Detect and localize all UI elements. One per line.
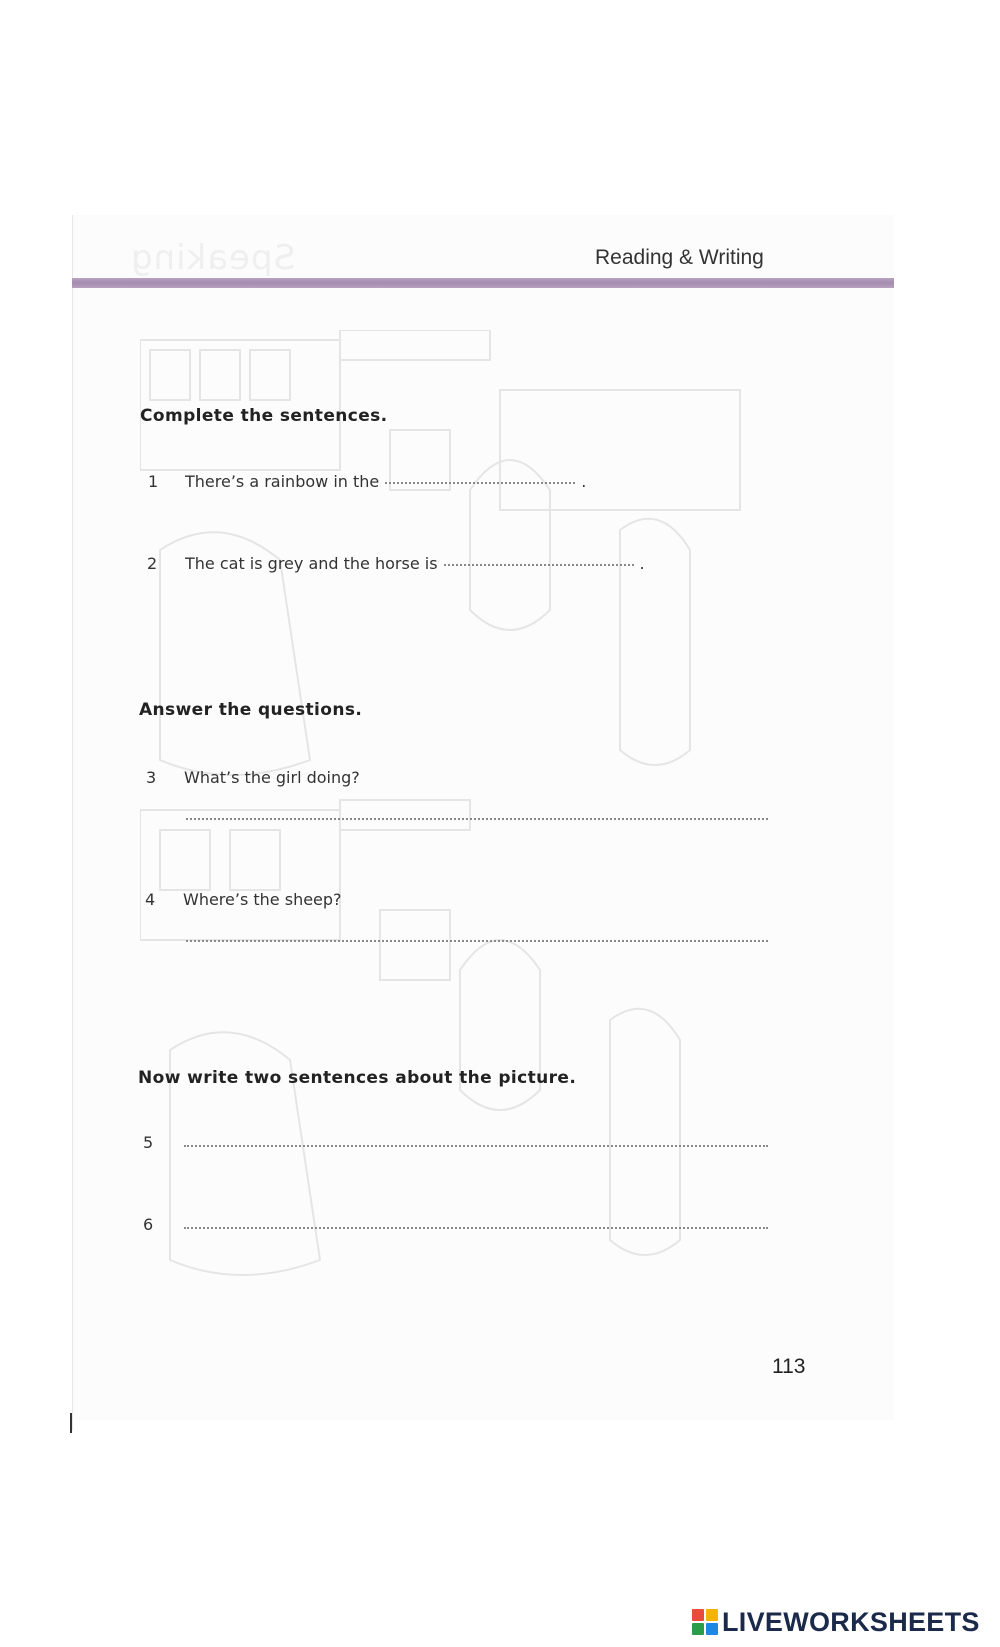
answer-line-3[interactable] [186,818,768,820]
answer-blank-1[interactable] [385,482,575,484]
sentence-end: . [581,472,587,491]
question-4-text: Where’s the sheep? [183,890,342,909]
answer-line-6[interactable] [184,1227,768,1229]
question-3-text: What’s the girl doing? [184,768,360,787]
question-number: 3 [146,768,157,787]
margin-mark [70,1413,72,1433]
logo-square [706,1609,718,1621]
question-number: 5 [143,1133,154,1152]
question-text: There’s a rainbow in the [185,472,380,491]
page-edge [72,215,73,1430]
logo-grid-icon [692,1609,718,1635]
logo-text: LIVEWORKSHEETS [722,1606,980,1637]
answer-line-5[interactable] [184,1145,768,1147]
answer-line-4[interactable] [186,940,768,942]
section-title: Reading & Writing [595,246,764,269]
heading-answer-questions: Answer the questions. [139,700,363,720]
header-band [72,278,894,288]
logo-square [692,1609,704,1621]
header-ghost-text: Speaking [130,238,296,278]
page-number: 113 [772,1355,806,1378]
question-1 [185,472,586,491]
question-text: The cat is grey and the horse is [185,554,438,573]
question-number: 2 [147,554,158,573]
logo-square [692,1623,704,1635]
heading-complete-sentences: Complete the sentences. [140,406,388,426]
question-number: 6 [143,1215,154,1234]
answer-blank-2[interactable] [444,564,634,566]
logo-square [706,1623,718,1635]
question-2 [185,554,645,573]
question-number: 4 [145,890,156,909]
question-number: 1 [148,472,159,491]
sentence-end: . [639,554,645,573]
heading-write-sentences: Now write two sentences about the picture. [138,1068,577,1088]
liveworksheets-logo[interactable] [692,1607,980,1637]
